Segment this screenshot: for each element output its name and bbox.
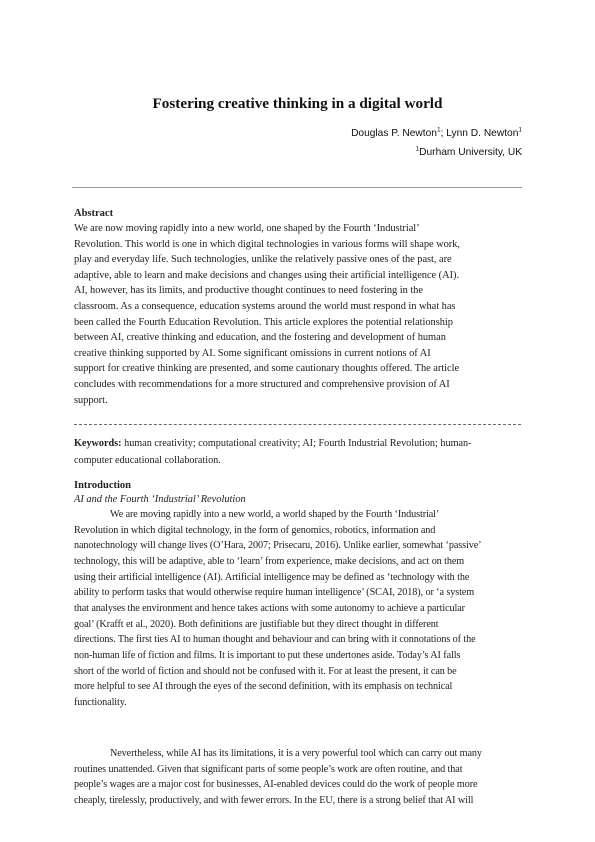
affiliation-marker: 1 <box>436 126 441 134</box>
author-name: Douglas P. Newton <box>351 128 437 139</box>
abstract-line: support for creative thinking are presented, and some cautionary thoughts offered. The article <box>74 363 460 375</box>
abstract-line: classroom. As a consequence, education systems around the world must respond in what has <box>74 300 456 312</box>
author-separator: ; <box>440 128 447 139</box>
author-line <box>351 127 522 141</box>
body-line: functionality. <box>74 696 127 708</box>
body-paragraph <box>74 746 522 809</box>
abstract-heading: Abstract <box>74 208 114 219</box>
body-line: using their artificial intelligence (AI). Artificial intelligence may be defined as ‘technology with the <box>74 571 470 583</box>
abstract-divider <box>74 424 521 425</box>
keywords-text: computer educational collaboration. <box>74 454 221 466</box>
keywords-text: human creativity; computational creativity; AI; Fourth Industrial Revolution; human- <box>121 438 472 449</box>
header-divider <box>72 187 522 188</box>
body-line: technology, this will be adaptive, able to ‘learn’ from experience, make decisions, and act on them <box>74 555 465 567</box>
body-line: that analyses the environment and hence takes actions with some autonomy to achieve a particular <box>74 602 465 614</box>
body-line: cheaply, tirelessly, productively, and with fewer errors. In the EU, there is a strong belief that AI will <box>74 795 474 807</box>
paper-title: Fostering creative thinking in a digital world <box>152 95 443 112</box>
abstract-line: adaptive, able to learn and make decisions and changes using their artificial intelligence (AI). <box>74 269 460 281</box>
abstract-line: We are now moving rapidly into a new world, one shaped by the Fourth ‘Industrial’ <box>74 223 420 234</box>
affiliation-text: Durham University, UK <box>419 147 522 158</box>
body-paragraph <box>74 507 522 711</box>
body-line: goal’ (Krafft et al., 2020). Both definitions are justifiable but they direct thought in different <box>74 618 439 630</box>
abstract-line: Revolution. This world is one in which digital technologies in various forms will shape work, <box>74 238 460 250</box>
body-line: short of the world of fiction and should not be confused with it. For at least the present, it can be <box>74 665 457 677</box>
keywords-label: Keywords: <box>74 438 122 449</box>
abstract-line: between AI, creative thinking and education, and the fostering and development of human <box>74 332 446 344</box>
body-line: directions. The first ties AI to human thought and behaviour and can bring with it connotations of the <box>74 634 476 646</box>
body-line: non-human life of fiction and films. It is important to put these undertones aside. Today’s AI falls <box>74 649 461 661</box>
abstract-line: concludes with recommendations for a more structured and comprehensive provision of AI <box>74 378 450 390</box>
affiliation-marker: 1 <box>518 126 522 134</box>
abstract-line: been called the Fourth Education Revolution. This article explores the potential relationship <box>74 316 453 328</box>
abstract-line: support. <box>74 394 108 406</box>
keywords-section <box>74 436 522 469</box>
affiliation <box>416 146 522 160</box>
body-line: routines unattended. Given that significant parts of some people’s work are often routine, and that <box>74 763 463 775</box>
introduction-heading: Introduction <box>74 480 131 491</box>
affiliation-marker: 1 <box>415 145 420 153</box>
body-line: ability to perform tasks that would otherwise require human intelligence’ (SCAI, 2018), or ‘a system <box>74 587 475 599</box>
abstract-line: AI, however, has its limits, and productive thought continues to need fostering in the <box>74 285 423 297</box>
body-line: more helpful to see AI through the eyes of the second definition, with its emphasis on technical <box>74 681 453 693</box>
body-line: people’s wages are a major cost for businesses, AI-enabled devices could do the work of people more <box>74 779 478 791</box>
introduction-subheading: AI and the Fourth ‘Industrial’ Revolution <box>74 494 246 505</box>
body-line: nanotechnology will change lives (O’Hara, 2007; Prisecaru, 2016). Unlike earlier, somewhat ‘passive’ <box>74 540 482 552</box>
body-line: Revolution in which digital technology, in the form of genomics, robotics, information and <box>74 524 436 536</box>
body-line: We are moving rapidly into a new world, a world shaped by the Fourth ‘Industrial’ <box>110 509 440 520</box>
abstract-text <box>74 221 522 408</box>
body-line: Nevertheless, while AI has its limitations, it is a very powerful tool which can carry out many <box>110 748 482 759</box>
author-name: Lynn D. Newton <box>446 128 519 139</box>
abstract-line: play and everyday life. Such technologies, unlike the relatively passive ones of the past, are <box>74 254 452 266</box>
abstract-line: creative thinking supported by AI. Some significant omissions in current notions of AI <box>74 347 431 359</box>
